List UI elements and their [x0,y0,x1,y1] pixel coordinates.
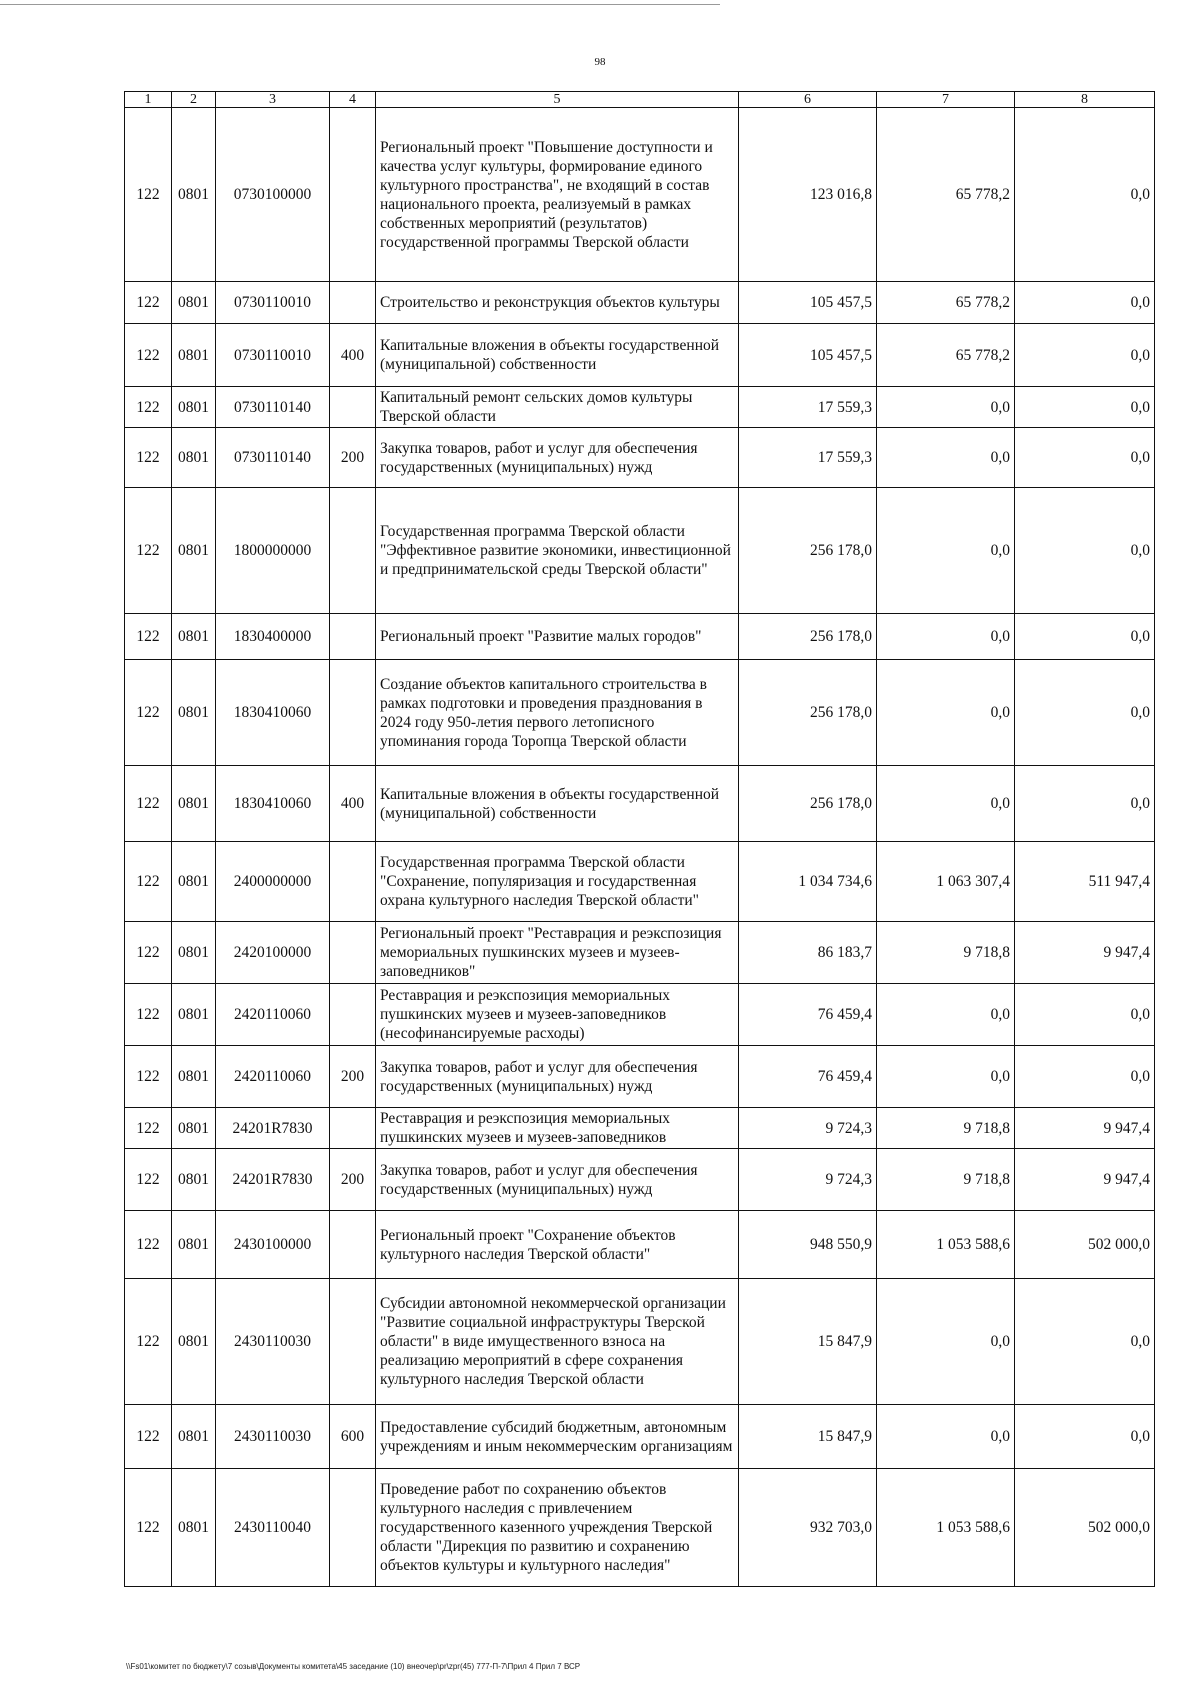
cell-v3: 0,0 [1015,488,1155,614]
cell-section: 0801 [172,922,216,984]
cell-vr [330,488,376,614]
cell-v1: 256 178,0 [739,614,877,660]
cell-v3: 0,0 [1015,984,1155,1046]
cell-section: 0801 [172,842,216,922]
cell-grbs: 122 [125,1405,172,1469]
cell-vr [330,108,376,282]
table-row [125,1108,1155,1149]
cell-csr: 1830410060 [216,766,330,842]
cell-name: Государственная программа Тверской области "Эффективное развитие экономики, инвестиционной и предпринимательской среды Тверской области" [376,488,739,614]
table-row [125,842,1155,922]
table-row [125,614,1155,660]
cell-name: Капитальные вложения в объекты государственной (муниципальной) собственности [376,324,739,387]
cell-v2: 1 063 307,4 [877,842,1015,922]
cell-v2: 1 053 588,6 [877,1469,1015,1587]
cell-v3: 0,0 [1015,282,1155,324]
cell-grbs: 122 [125,1211,172,1279]
cell-vr [330,984,376,1046]
cell-section: 0801 [172,1279,216,1405]
table-row [125,1211,1155,1279]
column-header: 1 [125,92,172,108]
cell-v1: 15 847,9 [739,1279,877,1405]
cell-name: Региональный проект "Развитие малых городов" [376,614,739,660]
cell-vr [330,922,376,984]
cell-section: 0801 [172,1469,216,1587]
table-row [125,387,1155,428]
column-header: 2 [172,92,216,108]
cell-v3: 0,0 [1015,1279,1155,1405]
column-header: 3 [216,92,330,108]
file-path-footer: \\Fs01\комитет по бюджету\7 созыв\Документы комитета\45 заседание (10) внеочер\pr\zpr(45) 777-П-7\Прил 4 Прил 7 ВСР [126,1662,581,1671]
cell-section: 0801 [172,1211,216,1279]
cell-grbs: 122 [125,614,172,660]
cell-v1: 17 559,3 [739,428,877,488]
cell-vr [330,660,376,766]
cell-vr [330,614,376,660]
cell-v3: 9 947,4 [1015,1108,1155,1149]
cell-v2: 65 778,2 [877,324,1015,387]
cell-name: Региональный проект "Повышение доступности и качества услуг культуры, формирование единого культурного пространства", не входящий в состав национального проекта, реализуемый в рамках собственных мероприятий (результатов) государственной программы Тверской области [376,108,739,282]
cell-v2: 0,0 [877,766,1015,842]
budget-table [124,91,1155,1587]
table-body [125,108,1155,1587]
table-row [125,984,1155,1046]
cell-name: Строительство и реконструкция объектов культуры [376,282,739,324]
table-row [125,428,1155,488]
cell-grbs: 122 [125,1149,172,1211]
cell-v3: 9 947,4 [1015,922,1155,984]
cell-name: Закупка товаров, работ и услуг для обеспечения государственных (муниципальных) нужд [376,428,739,488]
cell-section: 0801 [172,1149,216,1211]
cell-section: 0801 [172,1108,216,1149]
cell-v2: 9 718,8 [877,1149,1015,1211]
cell-section: 0801 [172,488,216,614]
cell-v3: 0,0 [1015,660,1155,766]
column-header: 7 [877,92,1015,108]
cell-v3: 0,0 [1015,766,1155,842]
cell-v1: 948 550,9 [739,1211,877,1279]
cell-vr: 400 [330,766,376,842]
table-row [125,488,1155,614]
cell-grbs: 122 [125,1046,172,1108]
cell-v3: 9 947,4 [1015,1149,1155,1211]
cell-v3: 0,0 [1015,614,1155,660]
cell-v2: 0,0 [877,614,1015,660]
cell-grbs: 122 [125,108,172,282]
cell-v1: 932 703,0 [739,1469,877,1587]
cell-v2: 0,0 [877,428,1015,488]
cell-vr [330,1279,376,1405]
cell-csr: 2420110060 [216,1046,330,1108]
cell-grbs: 122 [125,984,172,1046]
cell-v2: 65 778,2 [877,282,1015,324]
cell-vr: 400 [330,324,376,387]
cell-section: 0801 [172,324,216,387]
cell-grbs: 122 [125,842,172,922]
cell-csr: 1830410060 [216,660,330,766]
cell-section: 0801 [172,282,216,324]
cell-vr [330,282,376,324]
cell-vr [330,387,376,428]
cell-grbs: 122 [125,922,172,984]
cell-section: 0801 [172,614,216,660]
cell-v2: 0,0 [877,984,1015,1046]
column-header: 4 [330,92,376,108]
cell-csr: 2400000000 [216,842,330,922]
table-row [125,766,1155,842]
cell-section: 0801 [172,108,216,282]
cell-grbs: 122 [125,488,172,614]
cell-csr: 0730110140 [216,428,330,488]
table-row [125,108,1155,282]
cell-v1: 15 847,9 [739,1405,877,1469]
column-number-row [125,92,1155,108]
table-row [125,1046,1155,1108]
table-row [125,922,1155,984]
cell-csr: 1800000000 [216,488,330,614]
column-header: 8 [1015,92,1155,108]
cell-vr: 200 [330,1149,376,1211]
cell-v2: 0,0 [877,387,1015,428]
table-row [125,324,1155,387]
cell-v1: 76 459,4 [739,984,877,1046]
cell-grbs: 122 [125,766,172,842]
cell-csr: 2420100000 [216,922,330,984]
cell-section: 0801 [172,428,216,488]
cell-vr [330,842,376,922]
cell-csr: 2420110060 [216,984,330,1046]
cell-v1: 105 457,5 [739,324,877,387]
cell-vr: 600 [330,1405,376,1469]
cell-section: 0801 [172,1405,216,1469]
cell-v1: 86 183,7 [739,922,877,984]
cell-v1: 256 178,0 [739,766,877,842]
scan-edge-rule [0,4,720,5]
cell-csr: 24201R7830 [216,1108,330,1149]
cell-name: Реставрация и реэкспозиция мемориальных пушкинских музеев и музеев-заповедников (несофинансируемые расходы) [376,984,739,1046]
cell-grbs: 122 [125,660,172,766]
cell-name: Реставрация и реэкспозиция мемориальных пушкинских музеев и музеев-заповедников [376,1108,739,1149]
cell-v2: 9 718,8 [877,1108,1015,1149]
cell-section: 0801 [172,984,216,1046]
cell-v3: 502 000,0 [1015,1211,1155,1279]
cell-grbs: 122 [125,1469,172,1587]
cell-v3: 511 947,4 [1015,842,1155,922]
cell-v1: 256 178,0 [739,488,877,614]
table-row [125,1405,1155,1469]
cell-vr: 200 [330,1046,376,1108]
cell-section: 0801 [172,387,216,428]
cell-grbs: 122 [125,282,172,324]
cell-grbs: 122 [125,324,172,387]
cell-name: Закупка товаров, работ и услуг для обеспечения государственных (муниципальных) нужд [376,1149,739,1211]
cell-v1: 256 178,0 [739,660,877,766]
cell-v3: 502 000,0 [1015,1469,1155,1587]
cell-csr: 2430110030 [216,1405,330,1469]
column-header: 5 [376,92,739,108]
cell-v2: 1 053 588,6 [877,1211,1015,1279]
cell-v1: 105 457,5 [739,282,877,324]
table-row [125,1149,1155,1211]
cell-name: Капитальный ремонт сельских домов культуры Тверской области [376,387,739,428]
cell-grbs: 122 [125,387,172,428]
cell-v3: 0,0 [1015,1405,1155,1469]
cell-v3: 0,0 [1015,428,1155,488]
column-header: 6 [739,92,877,108]
page-number: 98 [594,56,606,68]
cell-v1: 9 724,3 [739,1149,877,1211]
cell-v3: 0,0 [1015,1046,1155,1108]
cell-name: Региональный проект "Сохранение объектов культурного наследия Тверской области" [376,1211,739,1279]
cell-csr: 0730110010 [216,282,330,324]
cell-name: Государственная программа Тверской области "Сохранение, популяризация и государственная охрана культурного наследия Тверской области" [376,842,739,922]
cell-v1: 17 559,3 [739,387,877,428]
cell-name: Субсидии автономной некоммерческой организации "Развитие социальной инфраструктуры Тверской области" в виде имущественного взноса на реализацию мероприятий в сфере сохранения культурного наследия Тверской области [376,1279,739,1405]
cell-csr: 0730100000 [216,108,330,282]
cell-csr: 24201R7830 [216,1149,330,1211]
cell-grbs: 122 [125,1279,172,1405]
cell-v3: 0,0 [1015,387,1155,428]
cell-csr: 2430110040 [216,1469,330,1587]
cell-v1: 76 459,4 [739,1046,877,1108]
cell-vr [330,1108,376,1149]
cell-name: Проведение работ по сохранению объектов культурного наследия с привлечением государственного казенного учреждения Тверской области "Дирекция по развитию и сохранению объектов культуры и культурного наследия" [376,1469,739,1587]
cell-v1: 123 016,8 [739,108,877,282]
cell-csr: 2430100000 [216,1211,330,1279]
cell-v1: 9 724,3 [739,1108,877,1149]
cell-csr: 1830400000 [216,614,330,660]
cell-grbs: 122 [125,1108,172,1149]
cell-name: Создание объектов капитального строительства в рамках подготовки и проведения празднования в 2024 году 950-летия первого летописного упоминания города Торопца Тверской области [376,660,739,766]
cell-csr: 0730110140 [216,387,330,428]
table-row [125,660,1155,766]
cell-section: 0801 [172,660,216,766]
table-row [125,1469,1155,1587]
cell-vr [330,1469,376,1587]
cell-section: 0801 [172,766,216,842]
cell-csr: 0730110010 [216,324,330,387]
cell-v2: 0,0 [877,488,1015,614]
cell-vr [330,1211,376,1279]
cell-v2: 0,0 [877,660,1015,766]
cell-v3: 0,0 [1015,108,1155,282]
cell-v2: 0,0 [877,1279,1015,1405]
cell-v1: 1 034 734,6 [739,842,877,922]
cell-vr: 200 [330,428,376,488]
cell-grbs: 122 [125,428,172,488]
cell-name: Закупка товаров, работ и услуг для обеспечения государственных (муниципальных) нужд [376,1046,739,1108]
cell-v3: 0,0 [1015,324,1155,387]
cell-v2: 9 718,8 [877,922,1015,984]
cell-csr: 2430110030 [216,1279,330,1405]
cell-name: Капитальные вложения в объекты государственной (муниципальной) собственности [376,766,739,842]
cell-name: Предоставление субсидий бюджетным, автономным учреждениям и иным некоммерческим организациям [376,1405,739,1469]
cell-section: 0801 [172,1046,216,1108]
cell-v2: 0,0 [877,1046,1015,1108]
table-row [125,282,1155,324]
cell-v2: 65 778,2 [877,108,1015,282]
cell-v2: 0,0 [877,1405,1015,1469]
cell-name: Региональный проект "Реставрация и реэкспозиция мемориальных пушкинских музеев и музеев-заповедников" [376,922,739,984]
table-row [125,1279,1155,1405]
